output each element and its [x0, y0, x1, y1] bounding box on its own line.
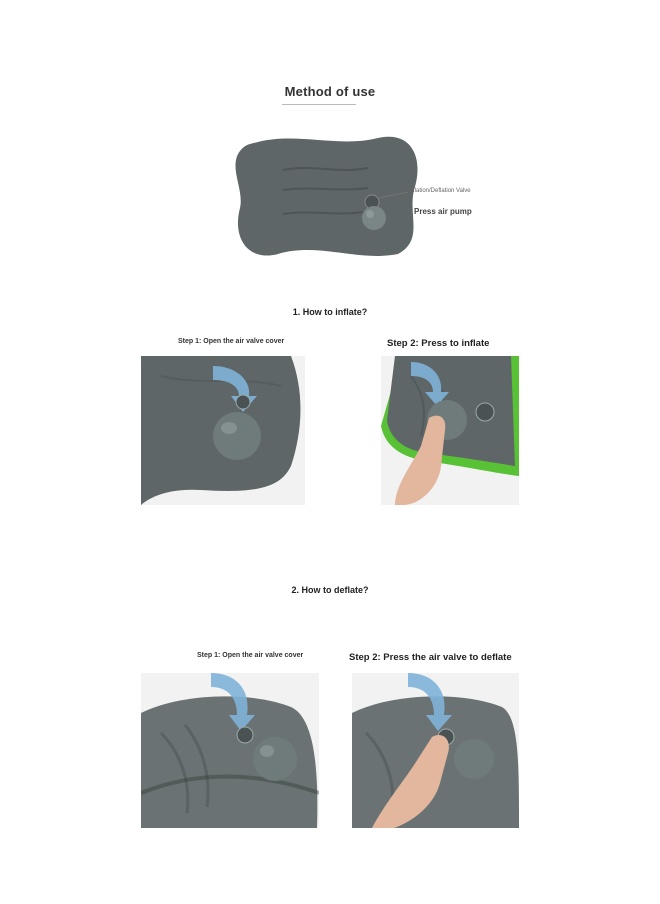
pillow-diagram [228, 130, 428, 260]
pump-icon [454, 739, 494, 779]
inflate-step2-photo [381, 356, 519, 505]
page-title: Method of use [284, 84, 376, 99]
valve-icon [236, 395, 250, 409]
pillow-shape [235, 137, 417, 256]
deflate-step2-photo [352, 673, 519, 828]
pump-icon [362, 206, 386, 230]
pump-label: Press air pump [414, 207, 472, 216]
deflate-step1-photo [141, 673, 319, 828]
valve-icon [237, 727, 253, 743]
inflate-step1-label: Step 1: Open the air valve cover [178, 338, 285, 345]
inflate-step2-label: Step 2: Press to inflate [387, 338, 490, 349]
inflate-step1-photo [141, 356, 305, 505]
title-divider [282, 104, 356, 105]
pump-icon [253, 737, 297, 781]
valve-label: Inflation/Deflation Valve [408, 188, 471, 194]
deflate-step1-label: Step 1: Open the air valve cover [197, 652, 304, 659]
deflate-step2-label: Step 2: Press the air valve to deflate [349, 652, 512, 663]
deflate-section-title: 2. How to deflate? [291, 585, 369, 595]
pump-icon [213, 412, 261, 460]
valve-icon [476, 403, 494, 421]
inflate-section-title: 1. How to inflate? [292, 307, 368, 317]
